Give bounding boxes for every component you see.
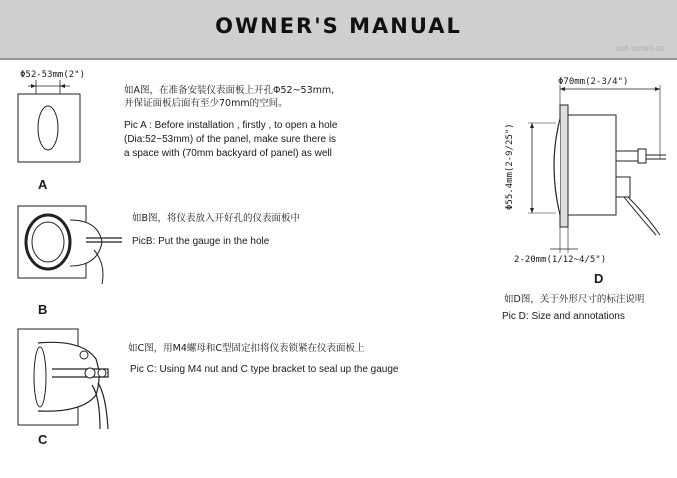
figure-d-label: D <box>594 271 604 286</box>
figure-d-side-profile <box>520 85 670 260</box>
section-c-en: Pic C: Using M4 nut and C type bracket to seal up the gauge <box>130 364 399 375</box>
hole-diameter-dimension: Φ52-53mm(2") <box>20 70 86 80</box>
document-code: 106-00080-02 <box>615 46 665 53</box>
figure-b-gauge-in-hole <box>10 200 120 290</box>
figure-c-gauge-bracket <box>12 325 122 430</box>
section-b-en: PicB: Put the gauge in the hole <box>132 236 270 247</box>
figure-c-label: C <box>38 432 48 447</box>
section-d-zh: 如D图，关于外形尺寸的标注说明 <box>504 294 645 305</box>
section-a-en-line2: (Dia:52~53mm) of the panel, make sure there is <box>124 134 337 145</box>
figure-a-label: A <box>38 177 48 192</box>
section-d-en: Pic D: Size and annotations <box>502 311 625 322</box>
panel-thickness-dimension: 2-20mm(1/12~4/5") <box>514 255 607 265</box>
gauge-height-dimension: Φ55.4mm(2-9/25") <box>505 123 515 210</box>
section-a-en-line1: Pic A : Before installation , firstly , to open a hole <box>124 120 338 131</box>
section-c-zh: 如C图，用M4螺母和C型固定扣将仪表锁紧在仪表面板上 <box>128 343 365 354</box>
figure-a-panel-hole <box>14 78 94 168</box>
section-b-zh: 如B图，将仪表放入开好孔的仪表面板中 <box>132 213 301 224</box>
header-divider <box>0 58 677 60</box>
section-a-zh-line2: 并保证面板后面有至少70mm的空间。 <box>124 98 288 109</box>
figure-b-label: B <box>38 302 48 317</box>
page-title: OWNER'S MANUAL <box>215 14 462 38</box>
gauge-width-dimension: Φ70mm(2-3/4") <box>558 77 629 87</box>
section-a-zh-line1: 如A图，在准备安装仪表面板上开孔Φ52~53mm, <box>124 85 335 96</box>
section-a-en-line3: a space with (70mm backyard of panel) as well <box>124 148 332 159</box>
